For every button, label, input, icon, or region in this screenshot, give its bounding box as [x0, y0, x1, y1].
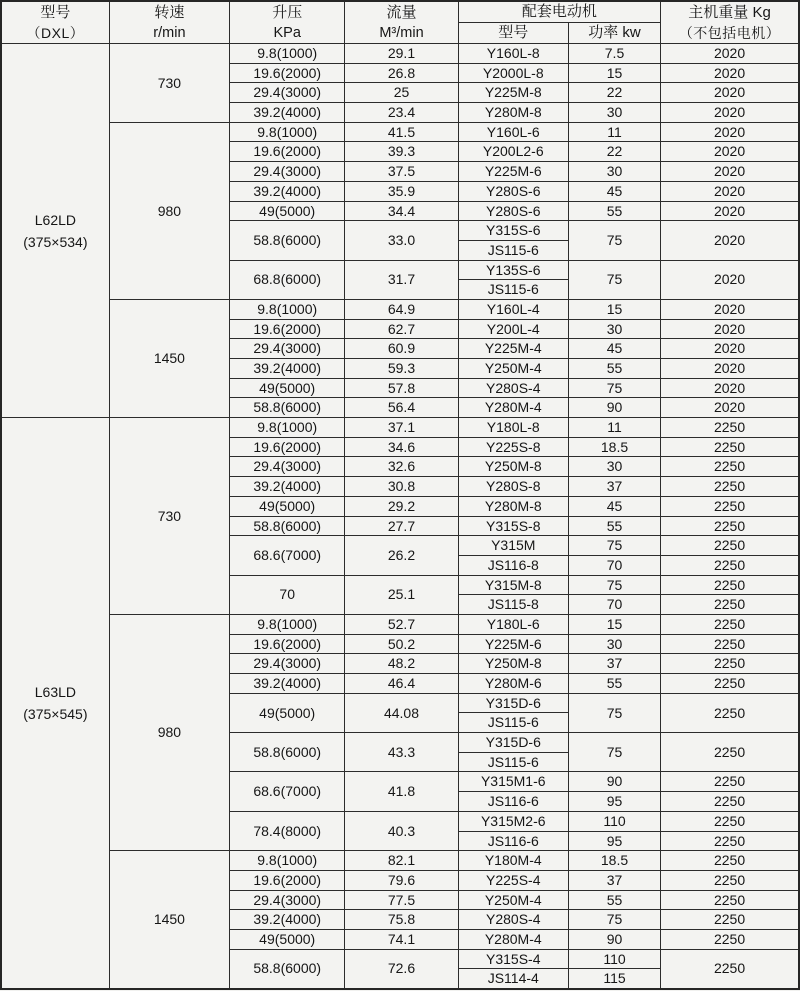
motor-power-cell: 55 — [568, 516, 660, 536]
motor-power-cell: 11 — [568, 122, 660, 142]
speed-cell: 980 — [109, 614, 229, 850]
header-pressure — [230, 1, 345, 44]
model-cell — [1, 44, 109, 418]
pressure-cell: 9.8(1000) — [230, 122, 345, 142]
header-motor-power: 功率 kw — [568, 23, 660, 44]
motor-power-cell: 30 — [568, 319, 660, 339]
motor-model-cell: Y2000L-8 — [458, 63, 568, 83]
motor-power-cell: 75 — [568, 536, 660, 556]
weight-cell: 2020 — [661, 162, 799, 182]
flow-cell: 26.8 — [345, 63, 458, 83]
flow-cell: 72.6 — [345, 949, 458, 988]
motor-power-cell: 90 — [568, 398, 660, 418]
flow-cell: 34.4 — [345, 201, 458, 221]
motor-model-cell: Y315M — [458, 536, 568, 556]
flow-cell: 41.5 — [345, 122, 458, 142]
motor-model-cell: Y180M-4 — [458, 851, 568, 871]
flow-cell: 74.1 — [345, 929, 458, 949]
header-flow-line1: 流量 — [386, 3, 417, 21]
motor-power-cell: 70 — [568, 595, 660, 615]
flow-cell: 37.1 — [345, 418, 458, 438]
flow-cell: 35.9 — [345, 181, 458, 201]
flow-cell: 46.4 — [345, 674, 458, 694]
motor-power-cell: 95 — [568, 792, 660, 812]
flow-cell: 26.2 — [345, 536, 458, 575]
motor-model-cell: Y180L-6 — [458, 614, 568, 634]
motor-power-cell: 37 — [568, 477, 660, 497]
weight-cell: 2250 — [661, 870, 799, 890]
motor-power-cell: 75 — [568, 378, 660, 398]
motor-model-cell: JS114-4 — [458, 969, 568, 989]
header-motor-model: 型号 — [458, 23, 568, 44]
flow-cell: 25.1 — [345, 575, 458, 614]
motor-power-cell: 18.5 — [568, 437, 660, 457]
weight-cell: 2020 — [661, 299, 799, 319]
weight-cell: 2250 — [661, 792, 799, 812]
speed-cell: 980 — [109, 122, 229, 299]
weight-cell: 2020 — [661, 103, 799, 123]
pressure-cell: 70 — [230, 575, 345, 614]
flow-cell: 62.7 — [345, 319, 458, 339]
weight-cell: 2020 — [661, 359, 799, 379]
motor-model-cell: Y315D-6 — [458, 693, 568, 713]
pressure-cell: 49(5000) — [230, 693, 345, 732]
header-speed — [109, 1, 229, 44]
weight-cell: 2250 — [661, 733, 799, 772]
pressure-cell: 19.6(2000) — [230, 63, 345, 83]
header-flow — [345, 1, 458, 44]
weight-cell: 2020 — [661, 260, 799, 299]
weight-cell: 2250 — [661, 595, 799, 615]
motor-model-cell: Y250M-4 — [458, 890, 568, 910]
speed-cell: 1450 — [109, 851, 229, 989]
pressure-cell: 49(5000) — [230, 201, 345, 221]
motor-power-cell: 75 — [568, 260, 660, 299]
pressure-cell: 58.8(6000) — [230, 398, 345, 418]
motor-model-cell: Y280S-4 — [458, 910, 568, 930]
pressure-cell: 39.2(4000) — [230, 103, 345, 123]
motor-power-cell: 30 — [568, 162, 660, 182]
motor-model-cell: Y315D-6 — [458, 733, 568, 753]
weight-cell: 2250 — [661, 437, 799, 457]
motor-power-cell: 15 — [568, 63, 660, 83]
flow-cell: 29.2 — [345, 496, 458, 516]
motor-model-cell: JS116-6 — [458, 792, 568, 812]
motor-power-cell: 110 — [568, 949, 660, 969]
motor-model-cell: Y315S-6 — [458, 221, 568, 241]
weight-cell: 2250 — [661, 614, 799, 634]
motor-power-cell: 95 — [568, 831, 660, 851]
motor-model-cell: Y315M2-6 — [458, 811, 568, 831]
weight-cell: 2250 — [661, 674, 799, 694]
weight-cell: 2250 — [661, 457, 799, 477]
weight-cell: 2250 — [661, 575, 799, 595]
flow-cell: 41.8 — [345, 772, 458, 811]
weight-cell: 2250 — [661, 851, 799, 871]
header-model — [1, 1, 109, 44]
motor-model-cell: Y225M-6 — [458, 634, 568, 654]
motor-model-cell: Y135S-6 — [458, 260, 568, 280]
motor-power-cell: 55 — [568, 890, 660, 910]
flow-cell: 75.8 — [345, 910, 458, 930]
pressure-cell: 49(5000) — [230, 378, 345, 398]
motor-power-cell: 11 — [568, 418, 660, 438]
model-cell — [1, 418, 109, 989]
weight-cell: 2250 — [661, 496, 799, 516]
motor-model-cell: Y200L2-6 — [458, 142, 568, 162]
motor-model-cell: Y315M1-6 — [458, 772, 568, 792]
weight-cell: 2250 — [661, 418, 799, 438]
motor-power-cell: 45 — [568, 339, 660, 359]
motor-power-cell: 55 — [568, 201, 660, 221]
flow-cell: 34.6 — [345, 437, 458, 457]
motor-model-cell: Y200L-4 — [458, 319, 568, 339]
weight-cell: 2250 — [661, 477, 799, 497]
motor-model-cell: Y160L-4 — [458, 299, 568, 319]
header-model-line1: 型号 — [40, 3, 71, 21]
motor-power-cell: 37 — [568, 654, 660, 674]
motor-power-cell: 45 — [568, 181, 660, 201]
motor-model-cell: Y225M-8 — [458, 83, 568, 103]
pressure-cell: 19.6(2000) — [230, 870, 345, 890]
motor-model-cell: Y315S-8 — [458, 516, 568, 536]
motor-model-cell: Y160L-8 — [458, 44, 568, 64]
model-size: (375×545) — [23, 705, 88, 722]
motor-model-cell: Y280M-8 — [458, 103, 568, 123]
motor-model-cell: Y280M-4 — [458, 398, 568, 418]
flow-cell: 31.7 — [345, 260, 458, 299]
motor-power-cell: 70 — [568, 555, 660, 575]
weight-cell: 2020 — [661, 83, 799, 103]
motor-model-cell: Y280S-6 — [458, 201, 568, 221]
header-flow-line2: M³/min — [379, 24, 424, 41]
flow-cell: 50.2 — [345, 634, 458, 654]
motor-model-cell: Y315S-4 — [458, 949, 568, 969]
motor-power-cell: 18.5 — [568, 851, 660, 871]
table-row — [1, 851, 799, 871]
flow-cell: 79.6 — [345, 870, 458, 890]
motor-power-cell: 75 — [568, 733, 660, 772]
flow-cell: 82.1 — [345, 851, 458, 871]
weight-cell: 2250 — [661, 949, 799, 988]
pressure-cell: 9.8(1000) — [230, 299, 345, 319]
motor-power-cell: 22 — [568, 142, 660, 162]
weight-cell: 2250 — [661, 654, 799, 674]
weight-cell: 2020 — [661, 44, 799, 64]
pressure-cell: 58.8(6000) — [230, 516, 345, 536]
flow-cell: 77.5 — [345, 890, 458, 910]
spec-table-header — [1, 1, 799, 44]
weight-cell: 2250 — [661, 831, 799, 851]
weight-cell: 2020 — [661, 201, 799, 221]
flow-cell: 25 — [345, 83, 458, 103]
motor-model-cell: Y225M-6 — [458, 162, 568, 182]
motor-power-cell: 15 — [568, 299, 660, 319]
motor-model-cell: Y280S-6 — [458, 181, 568, 201]
weight-cell: 2250 — [661, 910, 799, 930]
motor-power-cell: 115 — [568, 969, 660, 989]
flow-cell: 23.4 — [345, 103, 458, 123]
flow-cell: 32.6 — [345, 457, 458, 477]
pressure-cell: 19.6(2000) — [230, 634, 345, 654]
header-pressure-line2: KPa — [273, 24, 301, 41]
motor-model-cell: Y160L-6 — [458, 122, 568, 142]
motor-power-cell: 45 — [568, 496, 660, 516]
weight-cell: 2020 — [661, 319, 799, 339]
weight-cell: 2020 — [661, 221, 799, 260]
speed-cell: 730 — [109, 44, 229, 123]
pressure-cell: 68.6(7000) — [230, 536, 345, 575]
spec-table-body — [1, 44, 799, 989]
header-weight-line1: 主机重量 Kg — [688, 3, 771, 21]
weight-cell: 2250 — [661, 693, 799, 732]
pressure-cell: 29.4(3000) — [230, 457, 345, 477]
motor-model-cell: Y225M-4 — [458, 339, 568, 359]
weight-cell: 2250 — [661, 890, 799, 910]
weight-cell: 2250 — [661, 772, 799, 792]
weight-cell: 2250 — [661, 536, 799, 556]
motor-power-cell: 110 — [568, 811, 660, 831]
weight-cell: 2250 — [661, 929, 799, 949]
header-speed-line2: r/min — [153, 24, 186, 41]
flow-cell: 56.4 — [345, 398, 458, 418]
pressure-cell: 49(5000) — [230, 496, 345, 516]
pressure-cell: 9.8(1000) — [230, 851, 345, 871]
motor-model-cell: Y280M-8 — [458, 496, 568, 516]
pressure-cell: 29.4(3000) — [230, 890, 345, 910]
flow-cell: 52.7 — [345, 614, 458, 634]
motor-power-cell: 55 — [568, 674, 660, 694]
table-row — [1, 418, 799, 438]
pressure-cell: 78.4(8000) — [230, 811, 345, 850]
motor-model-cell: Y280M-4 — [458, 929, 568, 949]
motor-power-cell: 22 — [568, 83, 660, 103]
pressure-cell: 58.8(6000) — [230, 949, 345, 988]
weight-cell: 2020 — [661, 142, 799, 162]
motor-model-cell: JS116-6 — [458, 831, 568, 851]
speed-cell: 1450 — [109, 299, 229, 417]
pressure-cell: 39.2(4000) — [230, 910, 345, 930]
pressure-cell: 9.8(1000) — [230, 614, 345, 634]
motor-model-cell: JS115-6 — [458, 752, 568, 772]
pressure-cell: 29.4(3000) — [230, 83, 345, 103]
flow-cell: 44.08 — [345, 693, 458, 732]
header-row-1 — [1, 1, 799, 23]
motor-model-cell: Y250M-4 — [458, 359, 568, 379]
header-motor-group: 配套电动机 — [458, 1, 661, 23]
speed-cell: 730 — [109, 418, 229, 615]
header-speed-line1: 转速 — [154, 3, 185, 21]
header-model-line2: （DXL） — [26, 24, 85, 41]
model-name: L62LD — [34, 211, 77, 228]
motor-model-cell: JS116-8 — [458, 555, 568, 575]
motor-model-cell: Y180L-8 — [458, 418, 568, 438]
pressure-cell: 29.4(3000) — [230, 162, 345, 182]
flow-cell: 27.7 — [345, 516, 458, 536]
weight-cell: 2250 — [661, 811, 799, 831]
weight-cell: 2250 — [661, 634, 799, 654]
pressure-cell: 19.6(2000) — [230, 142, 345, 162]
motor-model-cell: JS115-6 — [458, 240, 568, 260]
pressure-cell: 49(5000) — [230, 929, 345, 949]
motor-model-cell: Y225S-8 — [458, 437, 568, 457]
motor-power-cell: 37 — [568, 870, 660, 890]
motor-power-cell: 7.5 — [568, 44, 660, 64]
flow-cell: 43.3 — [345, 733, 458, 772]
flow-cell: 40.3 — [345, 811, 458, 850]
motor-power-cell: 75 — [568, 693, 660, 732]
motor-power-cell: 75 — [568, 910, 660, 930]
motor-power-cell: 15 — [568, 614, 660, 634]
pressure-cell: 29.4(3000) — [230, 339, 345, 359]
flow-cell: 39.3 — [345, 142, 458, 162]
weight-cell: 2020 — [661, 339, 799, 359]
flow-cell: 33.0 — [345, 221, 458, 260]
weight-cell: 2250 — [661, 555, 799, 575]
pressure-cell: 58.8(6000) — [230, 733, 345, 772]
pressure-cell: 29.4(3000) — [230, 654, 345, 674]
motor-power-cell: 55 — [568, 359, 660, 379]
motor-model-cell: Y280M-6 — [458, 674, 568, 694]
pressure-cell: 58.8(6000) — [230, 221, 345, 260]
motor-model-cell: Y250M-8 — [458, 457, 568, 477]
table-row — [1, 122, 799, 142]
weight-cell: 2020 — [661, 378, 799, 398]
motor-power-cell: 30 — [568, 634, 660, 654]
pressure-cell: 68.8(6000) — [230, 260, 345, 299]
motor-model-cell: JS115-6 — [458, 280, 568, 300]
pressure-cell: 9.8(1000) — [230, 418, 345, 438]
pressure-cell: 39.2(4000) — [230, 181, 345, 201]
pressure-cell: 39.2(4000) — [230, 477, 345, 497]
pressure-cell: 19.6(2000) — [230, 319, 345, 339]
flow-cell: 37.5 — [345, 162, 458, 182]
motor-model-cell: Y250M-8 — [458, 654, 568, 674]
motor-model-cell: Y280S-8 — [458, 477, 568, 497]
header-weight — [661, 1, 799, 44]
motor-model-cell: Y225S-4 — [458, 870, 568, 890]
weight-cell: 2020 — [661, 122, 799, 142]
motor-model-cell: JS115-6 — [458, 713, 568, 733]
motor-power-cell: 30 — [568, 103, 660, 123]
header-weight-line2: （不包括电机） — [678, 24, 781, 41]
pressure-cell: 68.6(7000) — [230, 772, 345, 811]
flow-cell: 48.2 — [345, 654, 458, 674]
motor-power-cell: 75 — [568, 221, 660, 260]
table-row — [1, 614, 799, 634]
header-pressure-line1: 升压 — [272, 3, 303, 21]
flow-cell: 30.8 — [345, 477, 458, 497]
pressure-cell: 19.6(2000) — [230, 437, 345, 457]
weight-cell: 2020 — [661, 63, 799, 83]
weight-cell: 2020 — [661, 398, 799, 418]
motor-power-cell: 75 — [568, 575, 660, 595]
table-row — [1, 44, 799, 64]
table-row — [1, 299, 799, 319]
weight-cell: 2020 — [661, 181, 799, 201]
motor-power-cell: 90 — [568, 929, 660, 949]
flow-cell: 60.9 — [345, 339, 458, 359]
model-name: L63LD — [34, 683, 77, 700]
flow-cell: 64.9 — [345, 299, 458, 319]
motor-power-cell: 30 — [568, 457, 660, 477]
motor-model-cell: Y280S-4 — [458, 378, 568, 398]
model-size: (375×534) — [23, 233, 88, 250]
pressure-cell: 9.8(1000) — [230, 44, 345, 64]
flow-cell: 57.8 — [345, 378, 458, 398]
pressure-cell: 39.2(4000) — [230, 674, 345, 694]
weight-cell: 2250 — [661, 516, 799, 536]
motor-power-cell: 90 — [568, 772, 660, 792]
pressure-cell: 39.2(4000) — [230, 359, 345, 379]
flow-cell: 59.3 — [345, 359, 458, 379]
motor-model-cell: JS115-8 — [458, 595, 568, 615]
flow-cell: 29.1 — [345, 44, 458, 64]
motor-model-cell: Y315M-8 — [458, 575, 568, 595]
